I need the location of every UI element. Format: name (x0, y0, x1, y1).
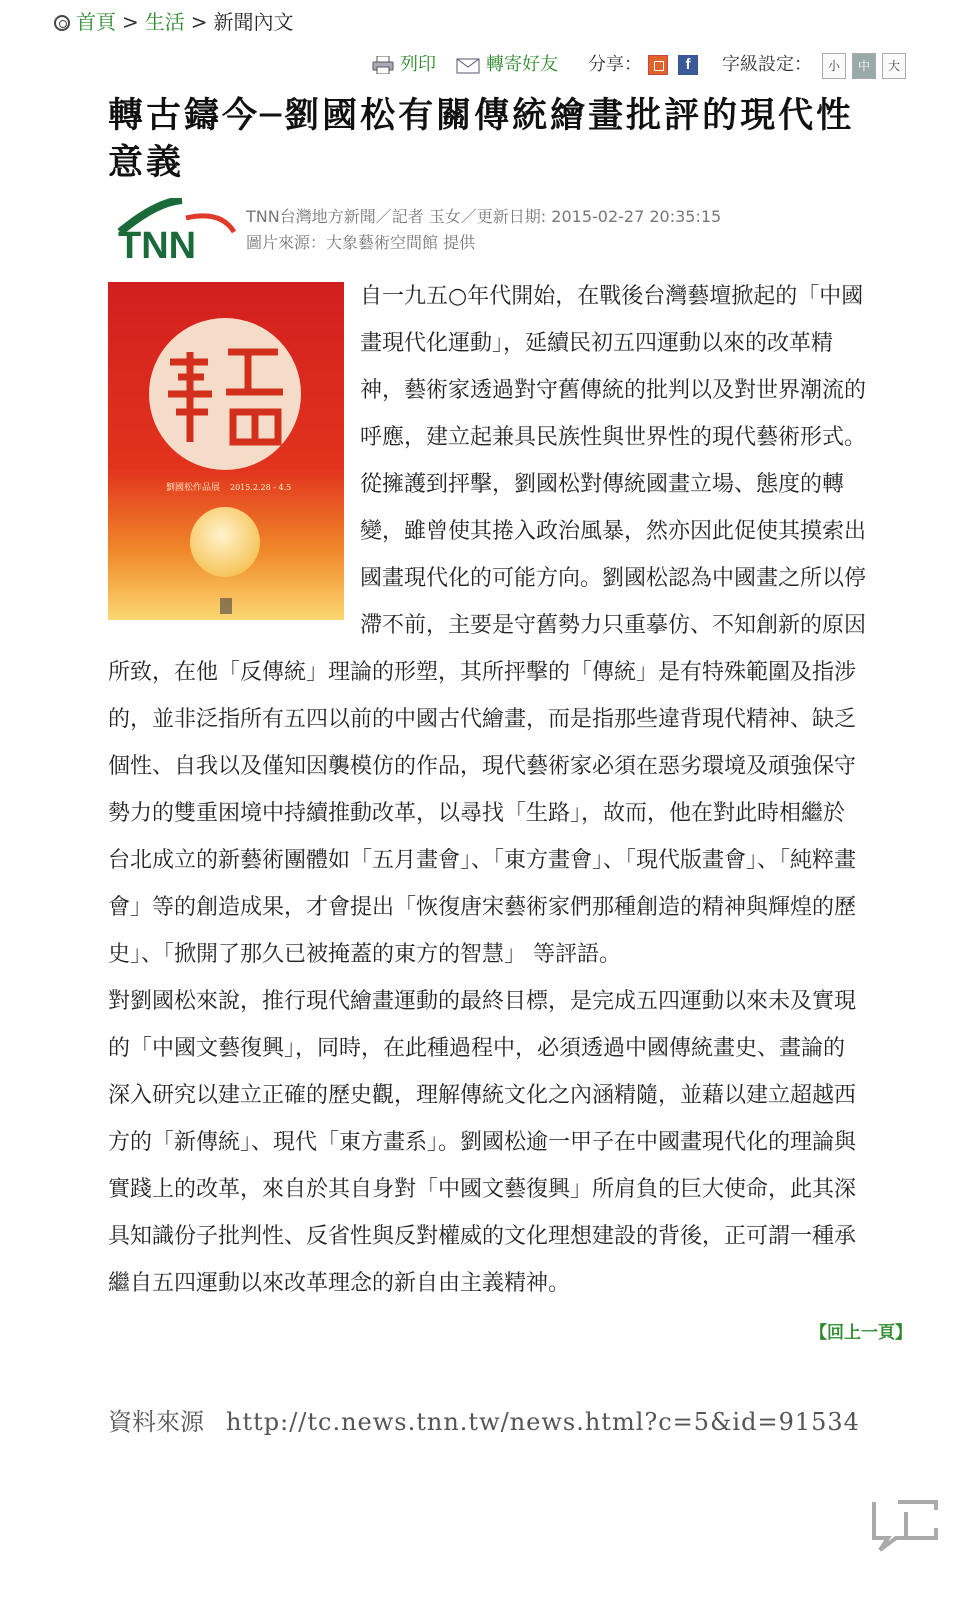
font-large-button[interactable]: 大 (882, 53, 906, 79)
logo-text: TNN (118, 225, 197, 262)
text-line: 的「中國文藝復興」，同時，在此種過程中，必須透過中國傳統畫史、畫論的 (108, 1036, 846, 1061)
text-line: 台北成立的新藝術團體如「五月畫會」、「東方畫會」、「現代版畫會」、「純粹畫 (108, 848, 857, 873)
article-paragraph-1-continued (108, 649, 856, 978)
mail-icon[interactable] (456, 58, 480, 74)
breadcrumb-current: 新聞內文 (213, 10, 294, 34)
breadcrumb-home-link[interactable]: 首頁 (76, 10, 116, 34)
text-line: 呼應，建立起兼具民族性與世界性的現代藝術形式。 (360, 425, 867, 450)
text-line: 方的「新傳統」、現代「東方畫系」。劉國松逾一甲子在中國畫現代化的理論與 (108, 1130, 857, 1155)
text-line: 個性、自我以及僅知因襲模仿的作品，現代藝術家必須在惡劣環境及頑強保守 (108, 754, 857, 779)
text-line: 會」等的創造成果，才會提出「恢復唐宋藝術家們那種創造的精神與輝煌的歷 (108, 895, 857, 920)
article-meta (246, 204, 721, 256)
forward-link[interactable]: 轉寄好友 (486, 54, 558, 75)
facebook-share-icon[interactable]: f (678, 55, 698, 75)
text-line: 史」、「掀開了那久已被掩蓋的東方的智慧」 等評語。 (108, 942, 621, 967)
watermark-logo (870, 1498, 940, 1552)
text-line: 勢力的雙重困境中持續推動改革，以尋找「生路」，故而，他在對此時相繼於 (108, 801, 846, 826)
text-line: 具知識份子批判性、反省性與反對權威的文化理想建設的背後，正可謂一種承 (108, 1224, 857, 1249)
text-line: 滯不前，主要是守舊勢力只重摹仿、不知創新的原因 (360, 613, 867, 638)
back-link[interactable]: 【回上一頁】 (810, 1323, 912, 1343)
article-title: 轉古鑄今─劉國松有關傳統繪畫批評的現代性意義 (108, 95, 855, 183)
text-line: 的，並非泛指所有五四以前的中國古代繪畫，而是指那些違背現代精神、缺乏 (108, 707, 857, 732)
source-label: 資料來源 (108, 1408, 204, 1436)
text-line: 實踐上的改革，來自於其自身對「中國文藝復興」所肩負的巨大使命，此其深 (108, 1177, 857, 1202)
article-byline: TNN台灣地方新聞／記者 玉女／更新日期: 2015-02-27 20:35:15 (246, 207, 722, 226)
breadcrumb (54, 8, 294, 36)
text-line: 變，雖曾使其捲入政治風暴，然亦因此促使其摸索出 (360, 519, 867, 544)
print-link[interactable]: 列印 (400, 54, 436, 75)
text-line: 自一九五○年代開始，在戰後台灣藝壇掀起的「中國 (360, 284, 864, 309)
photo-credit: 圖片來源：大象藝術空間館 提供 (246, 233, 476, 252)
breadcrumb-category-link[interactable]: 生活 (144, 10, 185, 34)
font-medium-button[interactable]: 中 (852, 53, 876, 79)
printer-icon[interactable] (372, 56, 394, 74)
text-line: 深入研究以建立正確的歷史觀，理解傳統文化之內涵精隨，並藉以建立超越西 (108, 1083, 857, 1108)
plurk-share-icon[interactable] (648, 55, 668, 75)
qr-code (220, 598, 232, 614)
text-line: 繼自五四運動以來改革理念的新自由主義精神。 (108, 1271, 571, 1296)
poster-title: 劉國松作品展 (166, 483, 221, 493)
text-line: 神，藝術家透過對守舊傳統的批判以及對世界潮流的 (360, 378, 867, 403)
bullet-circle-icon (54, 15, 70, 31)
font-small-button[interactable]: 小 (822, 53, 846, 79)
tnn-logo (116, 198, 236, 262)
breadcrumb-separator: > (122, 10, 139, 34)
exhibition-poster-image (108, 282, 344, 620)
article-paragraph-2 (108, 978, 856, 1307)
text-line: 所致，在他「反傳統」理論的形塑，其所抨擊的「傳統」是有特殊範圍及指涉 (108, 660, 857, 685)
text-line: 國畫現代化的可能方向。劉國松認為中國畫之所以停 (360, 566, 867, 591)
text-line: 從擁護到抨擊，劉國松對傳統國畫立場、態度的轉 (360, 472, 845, 497)
source-line (108, 1402, 860, 1437)
share-label: 分享： (588, 54, 642, 75)
article-paragraph-1-wrapped (360, 273, 905, 649)
text-line: 對劉國松來說，推行現代繪畫運動的最終目標，是完成五四運動以來未及實現 (108, 989, 857, 1014)
source-url: http://tc.news.tnn.tw/news.html?c=5&id=91534 (226, 1408, 860, 1436)
text-line: 畫現代化運動」，延續民初五四運動以來的改革精 (360, 331, 834, 356)
font-size-label: 字級設定： (722, 54, 812, 75)
sun-circle (190, 507, 260, 577)
breadcrumb-separator: > (190, 10, 208, 34)
poster-dates: 2015.2.28 - 4.5 (230, 483, 292, 492)
